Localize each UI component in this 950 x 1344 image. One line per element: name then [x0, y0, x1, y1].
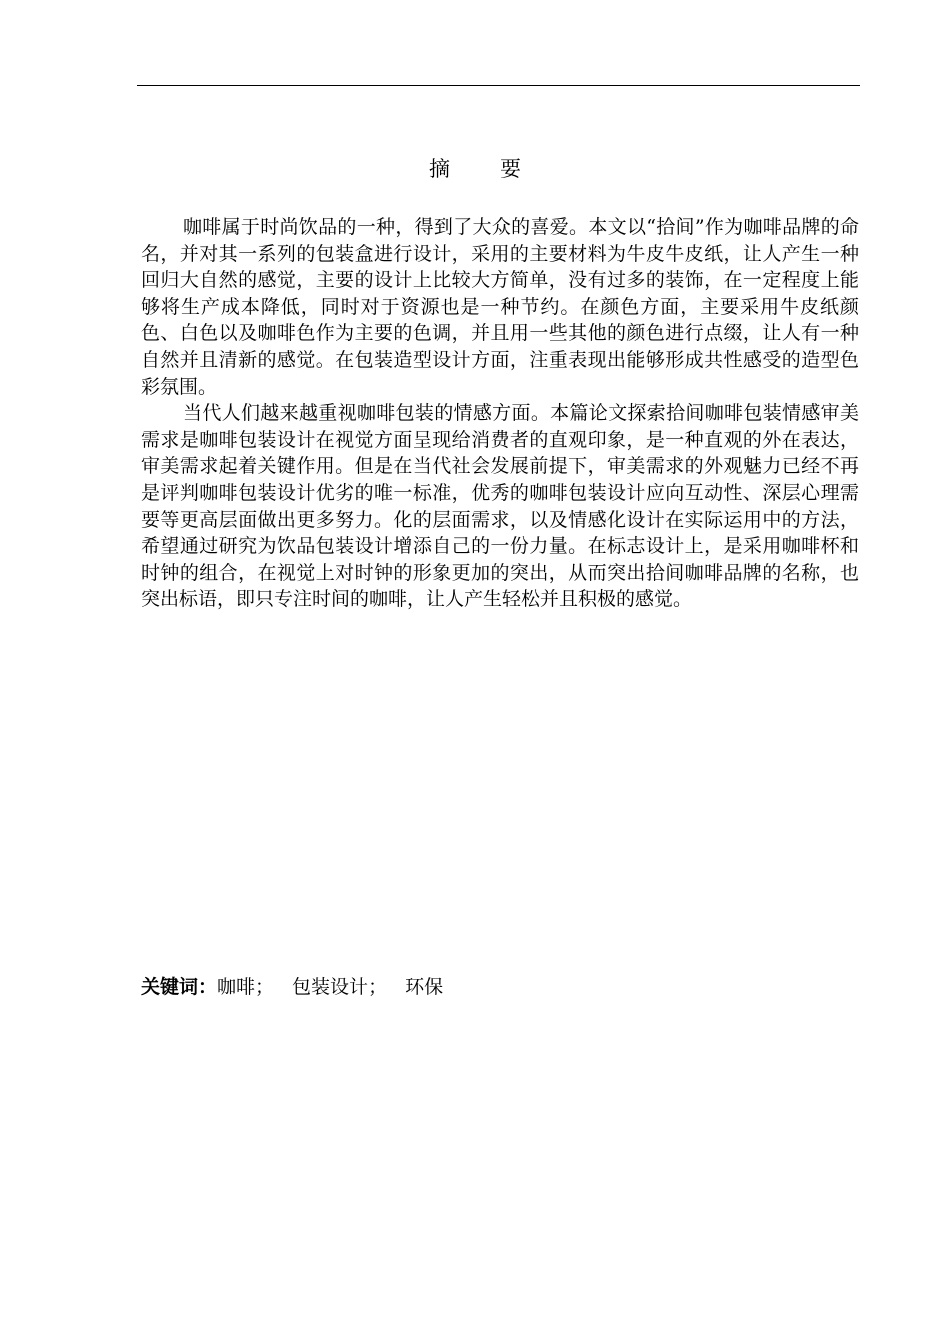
abstract-body: [141, 214, 859, 613]
keywords-line: [141, 972, 443, 1002]
abstract-title-char-2: 要: [500, 157, 521, 181]
keywords-label: 关键词：: [141, 976, 218, 998]
keyword-separator: ；: [368, 976, 388, 998]
keyword-item: 环保: [405, 976, 444, 998]
keyword-item: 包装设计: [292, 976, 369, 998]
header-rule: [137, 85, 860, 86]
keyword-item: 咖啡: [217, 976, 256, 998]
abstract-paragraph-1: 咖啡属于时尚饮品的一种，得到了大众的喜爱。本文以“拾间”作为咖啡品牌的命名，并对其一系列的包装盒进行设计，采用的主要材料为牛皮牛皮纸，让人产生一种回归大自然的感觉，主要的设计上比较大方简单，没有过多的装饰，在一定程度上能够将生产成本降低，同时对于资源也是一种节约。在颜色方面，主要采用牛皮纸颜色、白色以及咖啡色作为主要的色调，并且用一些其他的颜色进行点缀，让人有一种自然并且清新的感觉。在包装造型设计方面，注重表现出能够形成共性感受的造型色彩氛围。: [141, 216, 859, 398]
abstract-title: [0, 152, 950, 186]
abstract-title-char-1: 摘: [429, 157, 450, 181]
abstract-paragraph-2: 当代人们越来越重视咖啡包装的情感方面。本篇论文探索拾间咖啡包装情感审美需求是咖啡包装设计在视觉方面呈现给消费者的直观印象，是一种直观的外在表达，审美需求起着关键作用。但是在当代社会发展前提下，审美需求的外观魅力已经不再是评判咖啡包装设计优劣的唯一标准，优秀的咖啡包装设计应向互动性、深层心理需要等更高层面做出更多努力。化的层面需求，以及情感化设计在实际运用中的方法，希望通过研究为饮品包装设计增添自己的一份力量。在标志设计上，是采用咖啡杯和时钟的组合，在视觉上对时钟的形象更加的突出，从而突出拾间咖啡品牌的名称，也突出标语，即只专注时间的咖啡，让人产生轻松并且积极的感觉。: [141, 402, 859, 611]
keyword-separator: ；: [255, 976, 275, 998]
